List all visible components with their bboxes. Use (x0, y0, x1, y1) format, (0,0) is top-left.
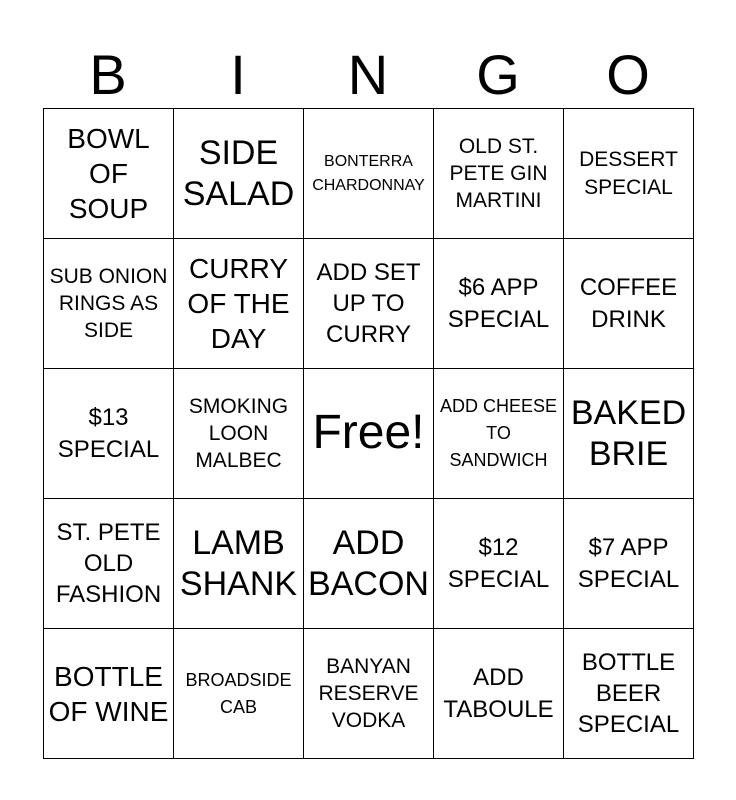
bingo-cell[interactable]: COFFEE DRINK (564, 239, 694, 369)
free-space[interactable]: Free! (304, 369, 434, 499)
bingo-cell[interactable]: DESSERT SPECIAL (564, 109, 694, 239)
bingo-cell[interactable]: ST. PETE OLD FASHION (44, 499, 174, 629)
bingo-cell[interactable]: BOTTLE BEER SPECIAL (564, 629, 694, 759)
bingo-cell[interactable]: $12 SPECIAL (434, 499, 564, 629)
bingo-cell[interactable]: $7 APP SPECIAL (564, 499, 694, 629)
bingo-cell[interactable]: CURRY OF THE DAY (174, 239, 304, 369)
bingo-cell[interactable]: BAKED BRIE (564, 369, 694, 499)
bingo-board (43, 108, 694, 759)
header-letter-i: I (230, 43, 246, 106)
header-letter-b: B (89, 43, 127, 106)
bingo-cell[interactable]: ADD TABOULE (434, 629, 564, 759)
bingo-cell[interactable]: SMOKING LOON MALBEC (174, 369, 304, 499)
board-row (44, 499, 694, 629)
header-letter-o: O (606, 43, 650, 106)
header-letter-n: N (347, 43, 389, 106)
bingo-cell[interactable]: BOWL OF SOUP (44, 109, 174, 239)
bingo-cell[interactable]: ADD BACON (304, 499, 434, 629)
bingo-cell[interactable]: SUB ONION RINGS AS SIDE (44, 239, 174, 369)
bingo-cell[interactable]: BANYAN RESERVE VODKA (304, 629, 434, 759)
bingo-cell[interactable]: LAMB SHANK (174, 499, 304, 629)
bingo-cell[interactable]: $13 SPECIAL (44, 369, 174, 499)
bingo-cell[interactable]: BOTTLE OF WINE (44, 629, 174, 759)
bingo-cell[interactable]: SIDE SALAD (174, 109, 304, 239)
bingo-header (43, 42, 693, 108)
bingo-cell[interactable]: BONTERRA CHARDONNAY (304, 109, 434, 239)
bingo-cell[interactable]: BROADSIDE CAB (174, 629, 304, 759)
bingo-cell[interactable]: $6 APP SPECIAL (434, 239, 564, 369)
bingo-cell[interactable]: ADD SET UP TO CURRY (304, 239, 434, 369)
board-row (44, 239, 694, 369)
board-row (44, 369, 694, 499)
board-row (44, 109, 694, 239)
bingo-cell[interactable]: ADD CHEESE TO SANDWICH (434, 369, 564, 499)
bingo-cell[interactable]: OLD ST. PETE GIN MARTINI (434, 109, 564, 239)
header-letter-g: G (476, 43, 520, 106)
board-row (44, 629, 694, 759)
